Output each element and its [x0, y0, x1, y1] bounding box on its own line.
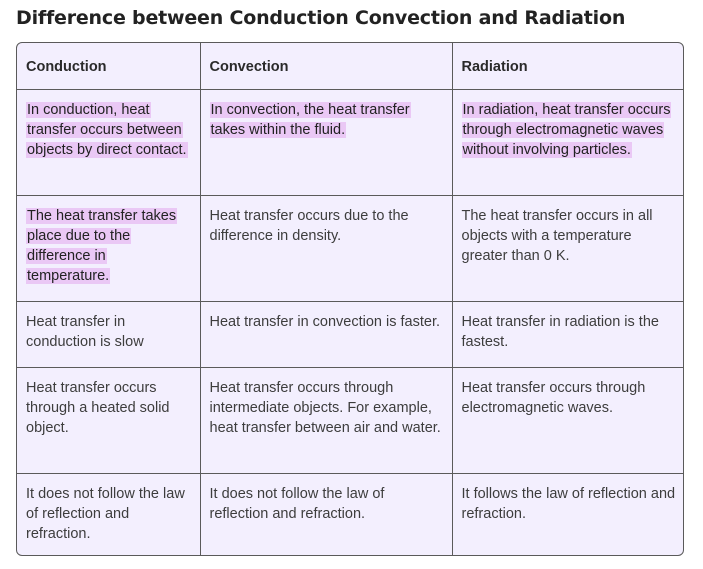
- comparison-table-container: [16, 42, 684, 556]
- table-row: [17, 301, 684, 367]
- cell-convection: Heat transfer in convection is faster.: [200, 301, 452, 367]
- cell-radiation: Heat transfer in radiation is the fastest.: [452, 301, 684, 367]
- highlighted-text: In conduction, heat transfer occurs between objects by direct contact.: [27, 101, 187, 158]
- table-header-row: [17, 43, 684, 89]
- cell-radiation: The heat transfer occurs in all objects with a temperature greater than 0 K.: [452, 195, 684, 301]
- table-row: [17, 195, 684, 301]
- highlighted-text: In convection, the heat transfer takes within the fluid.: [210, 101, 410, 138]
- cell-convection: It does not follow the law of reflection and refraction.: [200, 473, 452, 556]
- cell-radiation: It follows the law of reflection and refraction.: [452, 473, 684, 556]
- cell-conduction: Heat transfer occurs through a heated solid object.: [17, 367, 200, 473]
- table-row: [17, 473, 684, 556]
- cell-conduction: [17, 195, 200, 301]
- comparison-table: [17, 43, 684, 556]
- highlighted-text: In radiation, heat transfer occurs through electromagnetic waves without involving particles.: [462, 101, 671, 158]
- cell-convection: [200, 89, 452, 195]
- cell-conduction: It does not follow the law of reflection and refraction.: [17, 473, 200, 556]
- header-radiation: Radiation: [452, 43, 684, 89]
- cell-convection: Heat transfer occurs due to the difference in density.: [200, 195, 452, 301]
- header-conduction: Conduction: [17, 43, 200, 89]
- cell-conduction: Heat transfer in conduction is slow: [17, 301, 200, 367]
- cell-radiation: [452, 89, 684, 195]
- cell-convection: Heat transfer occurs through intermediate objects. For example, heat transfer between air and water.: [200, 367, 452, 473]
- cell-conduction: [17, 89, 200, 195]
- table-row: [17, 367, 684, 473]
- header-convection: Convection: [200, 43, 452, 89]
- table-row: [17, 89, 684, 195]
- highlighted-text: The heat transfer takes place due to the difference in temperature.: [27, 207, 177, 284]
- cell-radiation: Heat transfer occurs through electromagnetic waves.: [452, 367, 684, 473]
- page-title: Difference between Conduction Convection and Radiation: [16, 7, 626, 29]
